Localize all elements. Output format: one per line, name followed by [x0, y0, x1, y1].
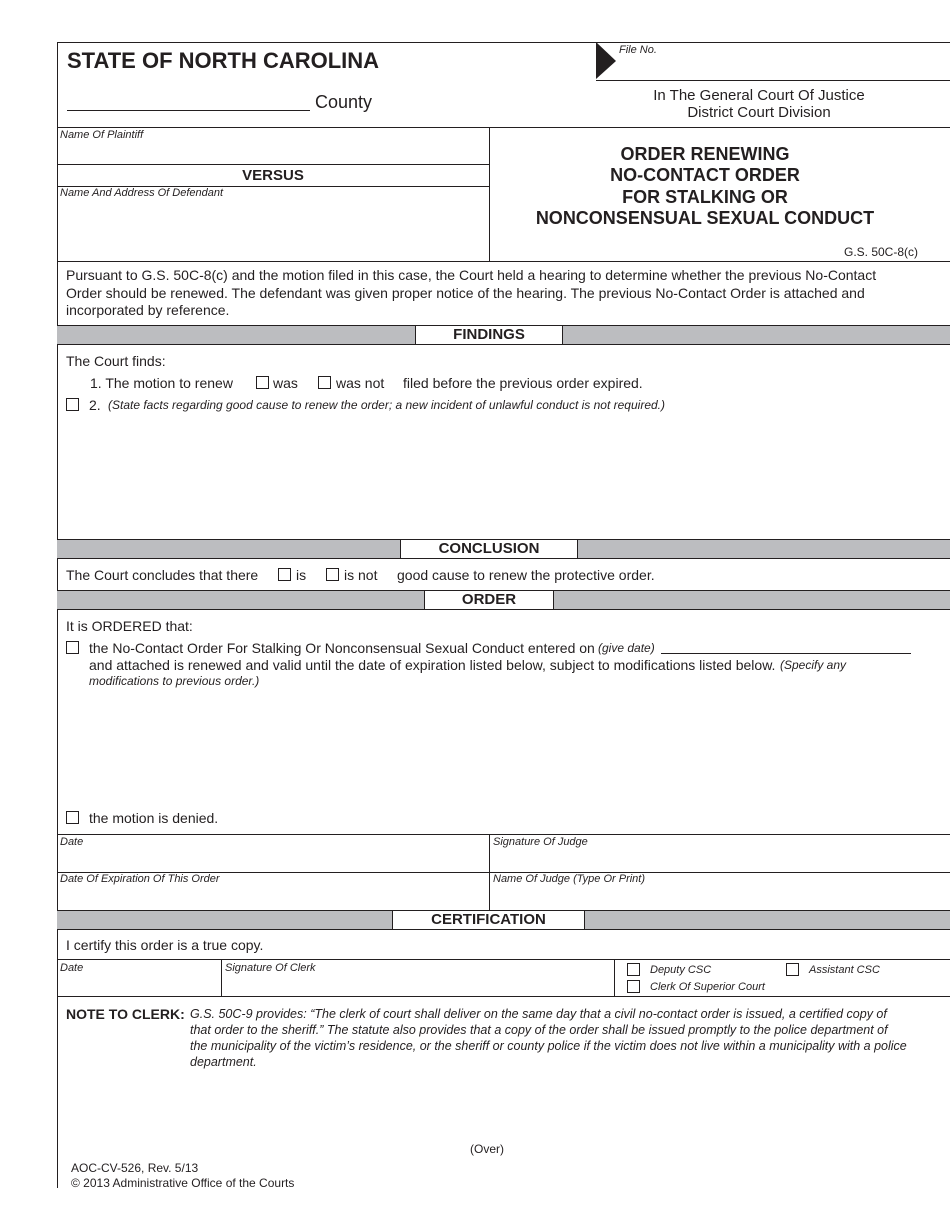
certification-heading: CERTIFICATION — [392, 910, 585, 930]
file-arrow-icon — [596, 42, 618, 80]
county-label: County — [315, 92, 373, 112]
clerk-signature-field[interactable] — [225, 976, 610, 994]
county-blank-line[interactable] — [67, 110, 310, 111]
clerk-signature-label: Signature Of Clerk — [225, 962, 316, 974]
certify-statement: I certify this order is a true copy. — [66, 937, 264, 953]
finding1-was-not-label: was not — [336, 375, 385, 391]
defendant-label: Name And Address Of Defendant — [60, 187, 224, 199]
expiration-date-label: Date Of Expiration Of This Order — [60, 873, 220, 885]
deputy-csc-label: Deputy CSC — [650, 964, 712, 976]
modifications-area[interactable] — [89, 694, 917, 804]
finding1-was-label: was — [273, 375, 298, 391]
left-border — [57, 42, 58, 1188]
title-line4: NONCONSENSUAL SEXUAL CONDUCT — [535, 208, 875, 228]
findings-heading: FINDINGS — [415, 325, 563, 345]
intro-line3: incorporated by reference. — [66, 302, 230, 318]
renew-order-checkbox[interactable] — [66, 641, 79, 654]
cert-date-field[interactable] — [60, 976, 218, 994]
note-line1: G.S. 50C-9 provides: “The clerk of court shall deliver on the same day that a civil no-contact order is issued, a certified copy of — [190, 1007, 887, 1021]
specify-hint-a: (Specify any — [780, 658, 847, 672]
conclusion-band — [57, 539, 950, 559]
conclusion-suffix: good cause to renew the protective order. — [397, 567, 655, 583]
order-band — [57, 590, 950, 610]
order-heading: ORDER — [424, 590, 554, 610]
judge-name-label: Name Of Judge (Type Or Print) — [493, 873, 646, 885]
conclusion-heading: CONCLUSION — [400, 539, 578, 559]
sig-divider — [489, 834, 490, 910]
assistant-csc-checkbox[interactable] — [786, 963, 799, 976]
conclusion-is-not-checkbox[interactable] — [326, 568, 339, 581]
cert-divider-1 — [221, 959, 222, 996]
intro-line2: Order should be renewed. The defendant was given proper notice of the hearing. The previous No-Contact Order is attached and — [66, 285, 865, 301]
finding2-instructions: (State facts regarding good cause to renew the order; a new incident of unlawful conduct is not required.) — [108, 398, 665, 412]
finding2-facts-area[interactable] — [66, 418, 916, 533]
court-finds-label: The Court finds: — [66, 353, 166, 369]
specify-hint-b: modifications to previous order.) — [89, 674, 260, 688]
finding1-suffix: filed before the previous order expired. — [403, 375, 643, 391]
judge-signature-field[interactable] — [493, 850, 943, 870]
finding1-prefix: 1. The motion to renew — [90, 375, 233, 391]
top-border — [57, 42, 950, 43]
title-line2: NO-CONTACT ORDER — [610, 165, 800, 185]
cert-top-line — [57, 959, 950, 960]
versus-label: VERSUS — [242, 167, 304, 184]
cert-bottom-line — [57, 996, 950, 997]
assistant-csc-label: Assistant CSC — [809, 964, 880, 976]
copyright: © 2013 Administrative Office of the Courts — [71, 1176, 295, 1190]
note-line3: the municipality of the victim’s residence, or the sheriff or county police if the victim does not live within a municipality with a police — [190, 1039, 907, 1053]
conclusion-is-label: is — [296, 567, 307, 583]
note-line2: that order to the sheriff.” The statute also provides that a copy of the order shall be issued promptly to the police department of — [190, 1023, 888, 1037]
intro-line1: Pursuant to G.S. 50C-8(c) and the motion filed in this case, the Court held a hearing to determine whether the previous No-Contact — [66, 267, 877, 283]
certification-band — [57, 910, 950, 930]
conclusion-is-not-label: is not — [344, 567, 378, 583]
file-no-line[interactable] — [596, 80, 950, 81]
statute-ref: G.S. 50C-8(c) — [843, 245, 918, 259]
form-number: AOC-CV-526, Rev. 5/13 — [71, 1161, 199, 1175]
renew-line2: and attached is renewed and valid until the date of expiration listed below, subject to modifications listed below. — [89, 657, 776, 673]
clerk-superior-checkbox[interactable] — [627, 980, 640, 993]
note-label: NOTE TO CLERK: — [66, 1006, 185, 1022]
note-line4: department. — [190, 1055, 257, 1069]
deputy-csc-checkbox[interactable] — [627, 963, 640, 976]
plaintiff-bottom-line — [57, 164, 489, 165]
title-divider — [57, 261, 950, 262]
finding1-was-not-checkbox[interactable] — [318, 376, 331, 389]
clerk-superior-label: Clerk Of Superior Court — [650, 981, 765, 993]
title-line3: FOR STALKING OR — [622, 187, 788, 207]
finding1-was-checkbox[interactable] — [256, 376, 269, 389]
findings-band — [57, 325, 950, 345]
finding2-number: 2. — [89, 397, 101, 413]
state-title: STATE OF NORTH CAROLINA — [67, 48, 380, 73]
motion-denied-checkbox[interactable] — [66, 811, 79, 824]
judge-signature-label: Signature Of Judge — [493, 836, 588, 848]
finding2-checkbox[interactable] — [66, 398, 79, 411]
court-line2: District Court Division — [687, 104, 831, 121]
order-entry-date-line[interactable] — [661, 653, 911, 654]
cert-divider-2 — [614, 959, 615, 996]
order-date-field[interactable] — [60, 850, 485, 870]
over-label: (Over) — [470, 1142, 504, 1156]
court-line1: In The General Court Of Justice — [653, 87, 865, 104]
plaintiff-label: Name Of Plaintiff — [60, 129, 144, 141]
conclusion-is-checkbox[interactable] — [278, 568, 291, 581]
judge-name-field[interactable] — [493, 888, 943, 908]
renew-line1: the No-Contact Order For Stalking Or Nonconsensual Sexual Conduct entered on — [89, 640, 595, 656]
motion-denied-label: the motion is denied. — [89, 810, 219, 826]
give-date-hint: (give date) — [598, 641, 655, 655]
order-date-label: Date — [60, 836, 84, 848]
conclusion-prefix: The Court concludes that there — [66, 567, 259, 583]
sig-top-line — [57, 834, 950, 835]
file-no-label: File No. — [619, 44, 657, 56]
title-line1: ORDER RENEWING — [620, 144, 790, 164]
expiration-date-field[interactable] — [60, 888, 485, 908]
header-divider — [57, 127, 950, 128]
ordered-that-label: It is ORDERED that: — [66, 618, 193, 634]
cert-date-label: Date — [60, 962, 84, 974]
